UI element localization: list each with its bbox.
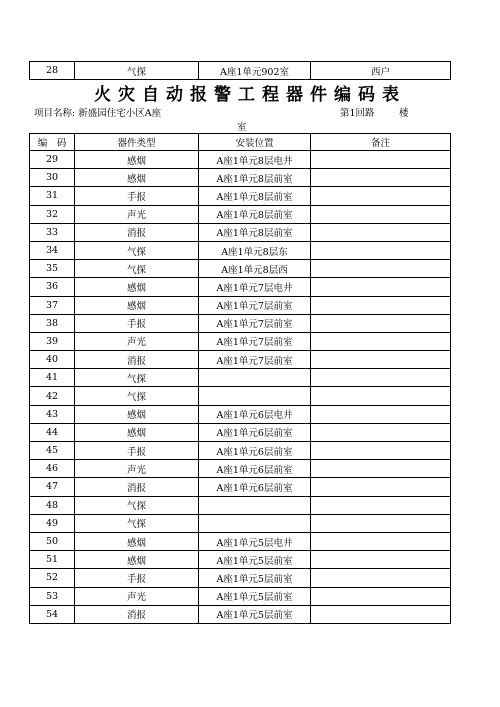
device-type-cell: 感烟	[75, 405, 199, 423]
code-cell: 32	[30, 205, 75, 223]
table-body	[30, 151, 451, 624]
table-row	[30, 296, 451, 314]
location-cell	[199, 496, 311, 514]
device-type-cell: 气探	[75, 260, 199, 278]
device-type-cell: 气探	[75, 241, 199, 259]
location-cell: A座1单元902室	[199, 62, 311, 80]
code-cell: 52	[30, 569, 75, 587]
header-location: 安装位置	[199, 134, 311, 151]
code-cell: 43	[30, 405, 75, 423]
code-cell: 39	[30, 332, 75, 350]
header-row	[30, 134, 451, 151]
remark-cell	[311, 332, 451, 350]
code-cell: 35	[30, 260, 75, 278]
device-type-cell: 气探	[75, 387, 199, 405]
header-device-type: 器件类型	[75, 134, 199, 151]
loop-label: 第1回路	[340, 108, 375, 119]
remark-cell	[311, 496, 451, 514]
remark-cell	[311, 151, 451, 169]
table-row	[30, 62, 451, 80]
table-row	[30, 442, 451, 460]
table-row	[30, 151, 451, 169]
device-type-cell: 气探	[75, 62, 199, 80]
table-row	[30, 423, 451, 441]
device-type-cell: 感烟	[75, 551, 199, 569]
table-row	[30, 569, 451, 587]
code-cell: 44	[30, 423, 75, 441]
device-type-cell: 感烟	[75, 278, 199, 296]
remark-cell	[311, 187, 451, 205]
table-row	[30, 241, 451, 259]
code-cell: 29	[30, 151, 75, 169]
remark-cell	[311, 314, 451, 332]
remark-cell	[311, 387, 451, 405]
floor-label: 楼	[399, 108, 409, 119]
location-cell: A座1单元7层前室	[199, 296, 311, 314]
location-cell: A座1单元6层前室	[199, 478, 311, 496]
device-type-cell: 感烟	[75, 296, 199, 314]
device-type-cell: 手报	[75, 569, 199, 587]
device-type-cell: 感烟	[75, 532, 199, 550]
code-cell: 31	[30, 187, 75, 205]
location-cell: A座1单元8层前室	[199, 187, 311, 205]
location-cell: A座1单元8层前室	[199, 223, 311, 241]
code-cell: 46	[30, 460, 75, 478]
device-type-cell: 消报	[75, 478, 199, 496]
remark-cell	[311, 241, 451, 259]
location-cell: A座1单元8层前室	[199, 169, 311, 187]
location-cell: A座1单元7层电井	[199, 278, 311, 296]
code-cell: 54	[30, 605, 75, 623]
table-row	[30, 387, 451, 405]
location-cell: A座1单元6层前室	[199, 442, 311, 460]
table-row	[30, 405, 451, 423]
device-type-cell: 感烟	[75, 151, 199, 169]
location-cell: A座1单元5层前室	[199, 551, 311, 569]
location-cell: A座1单元8层电井	[199, 151, 311, 169]
code-cell: 28	[30, 62, 75, 80]
table-row	[30, 260, 451, 278]
location-cell: A座1单元7层前室	[199, 314, 311, 332]
device-type-cell: 消报	[75, 351, 199, 369]
table-row	[30, 278, 451, 296]
remark-cell	[311, 587, 451, 605]
code-cell: 53	[30, 587, 75, 605]
location-cell: A座1单元5层前室	[199, 569, 311, 587]
device-type-cell: 消报	[75, 605, 199, 623]
code-cell: 50	[30, 532, 75, 550]
location-cell: A座1单元6层前室	[199, 460, 311, 478]
remark-cell	[311, 278, 451, 296]
remark-cell	[311, 405, 451, 423]
location-cell: A座1单元6层前室	[199, 423, 311, 441]
code-cell: 38	[30, 314, 75, 332]
location-cell: A座1单元5层前室	[199, 605, 311, 623]
location-cell: A座1单元7层前室	[199, 351, 311, 369]
table-row	[30, 496, 451, 514]
document-title: 火灾自动报警工程器件编码表	[94, 85, 406, 105]
location-cell: A座1单元7层前室	[199, 332, 311, 350]
table-row	[30, 369, 451, 387]
table-row	[30, 223, 451, 241]
table-row	[30, 169, 451, 187]
table-row	[30, 532, 451, 550]
header-code: 编 码	[30, 134, 75, 151]
code-cell: 36	[30, 278, 75, 296]
remark-cell	[311, 260, 451, 278]
previous-table-fragment	[29, 61, 451, 80]
table-row	[30, 587, 451, 605]
remark-cell	[311, 369, 451, 387]
device-type-cell: 感烟	[75, 169, 199, 187]
device-type-cell: 手报	[75, 442, 199, 460]
device-type-cell: 声光	[75, 332, 199, 350]
floor-label-continued: 室	[237, 122, 247, 133]
location-cell	[199, 369, 311, 387]
table-row	[30, 605, 451, 623]
remark-cell	[311, 442, 451, 460]
device-type-cell: 感烟	[75, 423, 199, 441]
code-cell: 33	[30, 223, 75, 241]
location-cell: A座1单元5层前室	[199, 587, 311, 605]
table-row	[30, 478, 451, 496]
code-cell: 45	[30, 442, 75, 460]
table-row	[30, 351, 451, 369]
table-row	[30, 205, 451, 223]
device-type-cell: 声光	[75, 205, 199, 223]
code-cell: 47	[30, 478, 75, 496]
code-cell: 37	[30, 296, 75, 314]
device-type-cell: 气探	[75, 514, 199, 532]
remark-cell	[311, 169, 451, 187]
code-cell: 42	[30, 387, 75, 405]
device-type-cell: 声光	[75, 587, 199, 605]
remark-cell	[311, 351, 451, 369]
code-cell: 30	[30, 169, 75, 187]
remark-cell: 西户	[311, 62, 451, 80]
device-type-cell: 气探	[75, 369, 199, 387]
device-type-cell: 消报	[75, 223, 199, 241]
location-cell	[199, 514, 311, 532]
table-row	[30, 551, 451, 569]
remark-cell	[311, 551, 451, 569]
remark-cell	[311, 460, 451, 478]
table-row	[30, 314, 451, 332]
remark-cell	[311, 296, 451, 314]
location-cell: A座1单元6层电井	[199, 405, 311, 423]
code-cell: 34	[30, 241, 75, 259]
remark-cell	[311, 569, 451, 587]
code-cell: 48	[30, 496, 75, 514]
device-type-cell: 气探	[75, 496, 199, 514]
project-name: 项目名称: 新盛园住宅小区A座	[34, 108, 162, 119]
location-cell: A座1单元8层东	[199, 241, 311, 259]
location-cell	[199, 387, 311, 405]
code-cell: 49	[30, 514, 75, 532]
location-cell: A座1单元8层西	[199, 260, 311, 278]
table-row	[30, 332, 451, 350]
remark-cell	[311, 605, 451, 623]
remark-cell	[311, 423, 451, 441]
table-row	[30, 514, 451, 532]
code-cell: 51	[30, 551, 75, 569]
code-cell: 40	[30, 351, 75, 369]
device-type-cell: 手报	[75, 187, 199, 205]
device-type-cell: 声光	[75, 460, 199, 478]
location-cell: A座1单元8层前室	[199, 205, 311, 223]
remark-cell	[311, 514, 451, 532]
location-cell: A座1单元5层电井	[199, 532, 311, 550]
remark-cell	[311, 478, 451, 496]
header-remark: 备注	[311, 134, 451, 151]
table-row	[30, 460, 451, 478]
code-cell: 41	[30, 369, 75, 387]
device-code-table	[29, 133, 451, 624]
remark-cell	[311, 223, 451, 241]
device-type-cell: 手报	[75, 314, 199, 332]
remark-cell	[311, 532, 451, 550]
remark-cell	[311, 205, 451, 223]
table-row	[30, 187, 451, 205]
